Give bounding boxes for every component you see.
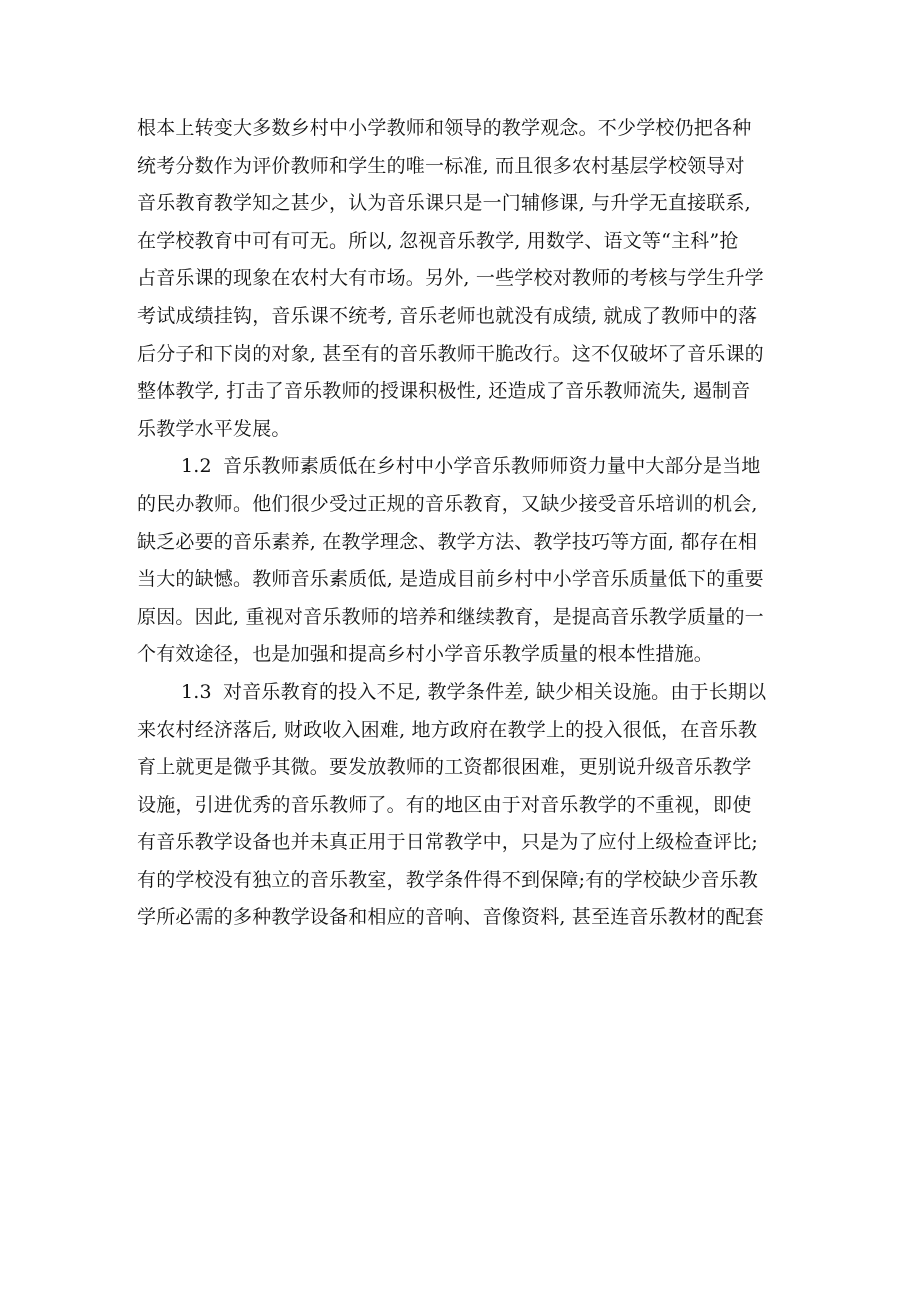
- text-line: 统考分数作为评价教师和学生的唯一标准, 而且很多农村基层学校领导对: [137, 154, 745, 177]
- text-line: 有音乐教学设备也并未真正用于日常教学中，只是为了应付上级检查评比;: [137, 831, 759, 854]
- text-line: 考试成绩挂钩，音乐课不统考, 音乐老师也就没有成绩, 就成了教师中的落: [137, 304, 758, 327]
- text-line: 缺乏必要的音乐素养, 在教学理念、教学方法、教学技巧等方面, 都存在相: [137, 530, 758, 553]
- section-number: 1.3: [181, 680, 212, 703]
- text-line: 原因。因此, 重视对音乐教师的培养和继续教育，是提高音乐教学质量的一: [137, 605, 764, 628]
- paragraph-3: [137, 674, 795, 937]
- text-line: 育上就更是微乎其微。要发放教师的工资都很困难，更别说升级音乐教学: [137, 756, 752, 779]
- text-run: 对音乐教育的投入不足, 教学条件差, 缺少相关设施。由于长期以: [223, 680, 767, 703]
- text-line: 个有效途径，也是加强和提高乡村小学音乐教学质量的根本性措施。: [137, 643, 714, 666]
- text-line: 根本上转变大多数乡村中小学教师和领导的教学观念。不少学校仍把各种: [137, 117, 752, 139]
- text-line: 学所必需的多种教学设备和相应的音响、音像资料, 甚至连音乐教材的配套: [137, 906, 764, 929]
- text-line: 当大的缺憾。教师音乐素质低, 是造成目前乡村中小学音乐质量低下的重要: [137, 568, 764, 591]
- text-line: 音乐教育教学知之甚少，认为音乐课只是一门辅修课, 与升学无直接联系,: [137, 192, 751, 215]
- paragraph-1: [137, 110, 795, 448]
- text-line: 在学校教育中可有可无。所以, 忽视音乐教学, 用数学、语文等“主科”抢: [137, 229, 739, 252]
- text-line: 来农村经济落后, 财政收入困难, 地方政府在教学上的投入很低，在音乐教: [137, 718, 758, 741]
- text-line: 有的学校没有独立的音乐教室，教学条件得不到保障;有的学校缺少音乐教: [137, 868, 759, 891]
- paragraph-first-line: [137, 674, 795, 712]
- text-line: 设施，引进优秀的音乐教师了。有的地区由于对音乐教学的不重视，即使: [137, 793, 752, 816]
- body-text: [137, 110, 795, 937]
- section-number: 1.2: [181, 455, 212, 478]
- paragraph-2: [137, 448, 795, 674]
- text-line: 的民办教师。他们很少受过正规的音乐教育，又缺少接受音乐培训的机会,: [137, 492, 758, 515]
- text-run: 音乐教师素质低在乡村中小学音乐教师师资力量中大部分是当地: [223, 455, 761, 478]
- text-line: 整体教学, 打击了音乐教师的授课积极性, 还造成了音乐教师流失, 遏制音: [137, 380, 751, 403]
- text-line: 乐教学水平发展。: [137, 417, 291, 440]
- text-line: 后分子和下岗的对象, 甚至有的音乐教师干脆改行。这不仅破坏了音乐课的: [137, 342, 764, 365]
- text-line: 占音乐课的现象在农村大有市场。另外, 一些学校对教师的考核与学生升学: [137, 267, 764, 290]
- paragraph-first-line: [137, 448, 795, 486]
